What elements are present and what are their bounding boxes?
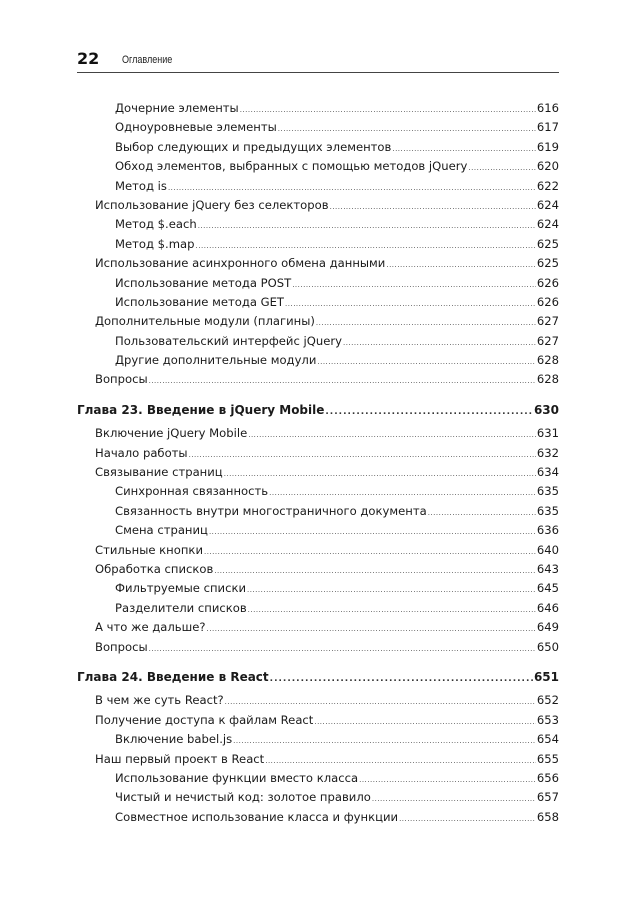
toc-entry-title: Начало работы bbox=[95, 445, 188, 460]
toc-entry-title: Совместное использование класса и функции bbox=[115, 809, 399, 824]
toc-entry-title: Обработка списков bbox=[95, 561, 214, 576]
toc-entry-title: Одноуровневые элементы bbox=[115, 120, 277, 135]
dot-leader bbox=[214, 562, 536, 581]
toc-entry-title: Другие дополнительные модули bbox=[115, 353, 317, 368]
dot-leader bbox=[240, 101, 536, 120]
toc-entry[interactable] bbox=[77, 691, 559, 710]
dot-leader bbox=[285, 295, 536, 314]
dot-leader bbox=[149, 640, 536, 659]
toc-entry-page: 653 bbox=[536, 712, 559, 727]
toc-entry-title: Наш первый проект в React bbox=[95, 751, 265, 766]
toc-entry-title: Пользовательский интерфейс jQuery bbox=[115, 333, 342, 348]
toc-entry-title: Включение babel.js bbox=[115, 732, 233, 747]
toc-entry-title: Метод $.each bbox=[115, 217, 197, 232]
dot-leader bbox=[149, 372, 536, 391]
dot-leader bbox=[359, 771, 536, 790]
toc-entry-page: 640 bbox=[536, 542, 559, 557]
toc-entry-title: Фильтруемые списки bbox=[115, 581, 246, 596]
toc-entry[interactable] bbox=[77, 638, 559, 657]
toc-entry[interactable] bbox=[77, 560, 559, 579]
toc-entry[interactable] bbox=[77, 293, 559, 312]
toc-entry-page: 646 bbox=[536, 600, 559, 615]
toc-entry-title: Смена страниц bbox=[115, 523, 208, 538]
toc-entry[interactable] bbox=[77, 370, 559, 389]
dot-leader bbox=[468, 159, 535, 178]
dot-leader bbox=[330, 198, 536, 217]
toc-entry-page: 625 bbox=[536, 236, 559, 251]
toc-entry[interactable] bbox=[77, 215, 559, 234]
dot-leader bbox=[207, 620, 536, 639]
toc-entry[interactable] bbox=[77, 196, 559, 215]
toc-entry-title: Дополнительные модули (плагины) bbox=[95, 314, 315, 329]
dot-leader bbox=[247, 581, 536, 600]
toc-entry[interactable] bbox=[77, 157, 559, 176]
toc-entry-title: Дочерние элементы bbox=[115, 101, 239, 115]
toc-entry-page: 627 bbox=[536, 314, 559, 329]
page-header bbox=[77, 46, 559, 73]
toc-entry-title: Чистый и нечистый код: золотое правило bbox=[115, 790, 371, 805]
dot-leader bbox=[343, 334, 536, 353]
toc-entry[interactable] bbox=[77, 618, 559, 637]
toc-entry[interactable] bbox=[77, 541, 559, 560]
toc-entry-page: 631 bbox=[536, 426, 559, 441]
toc-entry[interactable] bbox=[77, 463, 559, 482]
toc-entry-page: 624 bbox=[536, 197, 559, 212]
toc-entry-page: 636 bbox=[536, 523, 559, 538]
dot-leader bbox=[233, 732, 536, 751]
toc-entry[interactable] bbox=[77, 769, 559, 788]
toc-entry-title: Разделители списков bbox=[115, 600, 247, 615]
toc-entry-page: 658 bbox=[536, 809, 559, 824]
toc-entry-page: 628 bbox=[536, 372, 559, 387]
dot-leader bbox=[198, 217, 536, 236]
toc-entry[interactable] bbox=[77, 274, 559, 293]
dot-leader bbox=[209, 523, 536, 542]
toc-entry-title: Связывание страниц bbox=[95, 465, 223, 480]
toc-entry[interactable] bbox=[77, 750, 559, 769]
toc-entry-title: Обход элементов, выбранных с помощью методов jQuery bbox=[115, 159, 468, 174]
toc-entry-page: 622 bbox=[536, 178, 559, 193]
toc-entry[interactable] bbox=[77, 579, 559, 598]
dot-leader bbox=[189, 446, 536, 465]
toc-entry-title: Выбор следующих и предыдущих элементов bbox=[115, 139, 392, 154]
toc-entry-page: 654 bbox=[536, 732, 559, 747]
toc-entry-page: 635 bbox=[536, 503, 559, 518]
toc-entry-page: 625 bbox=[536, 256, 559, 271]
toc-entry-page: 620 bbox=[536, 159, 559, 174]
toc-entry[interactable] bbox=[77, 502, 559, 521]
toc-entry[interactable] bbox=[77, 177, 559, 196]
dot-leader bbox=[292, 276, 536, 295]
dot-leader bbox=[270, 670, 533, 689]
toc-entry-page: 628 bbox=[536, 353, 559, 368]
toc-entry-page: 635 bbox=[536, 484, 559, 499]
toc-entry-page: 634 bbox=[536, 465, 559, 480]
toc-entry[interactable] bbox=[77, 332, 559, 351]
toc-entry[interactable] bbox=[77, 711, 559, 730]
toc-entry[interactable] bbox=[77, 99, 559, 118]
toc-entry-title: В чем же суть React? bbox=[95, 693, 224, 708]
toc-entry-page: 630 bbox=[533, 402, 559, 417]
dot-leader bbox=[317, 353, 535, 372]
dot-leader bbox=[248, 601, 536, 620]
toc-entry[interactable] bbox=[77, 599, 559, 618]
toc-entry-title: А что же дальше? bbox=[95, 620, 206, 635]
toc-chapter-entry[interactable] bbox=[77, 668, 559, 687]
toc-entry[interactable] bbox=[77, 482, 559, 501]
page-number: 22 bbox=[77, 49, 100, 68]
dot-leader bbox=[248, 426, 536, 445]
toc-entry-page: 656 bbox=[536, 770, 559, 785]
toc-entry-title: Связанность внутри многостраничного документа bbox=[115, 503, 427, 518]
toc-entry[interactable] bbox=[77, 118, 559, 137]
toc-entry-page: 657 bbox=[536, 790, 559, 805]
dot-leader bbox=[325, 403, 533, 422]
toc-entry-title: Вопросы bbox=[95, 639, 148, 654]
dot-leader bbox=[314, 713, 536, 732]
toc-entry-title: Глава 23. Введение в jQuery Mobile bbox=[77, 402, 325, 417]
dot-leader bbox=[204, 543, 536, 562]
toc-entry-page: 652 bbox=[536, 693, 559, 708]
toc-entry-title: Метод $.map bbox=[115, 236, 195, 251]
toc-entry-page: 632 bbox=[536, 445, 559, 460]
toc-entry-title: Использование метода GET bbox=[115, 294, 285, 309]
toc-entry-page: 619 bbox=[536, 139, 559, 154]
toc-chapter-entry[interactable] bbox=[77, 401, 559, 420]
toc-entry-page: 643 bbox=[536, 561, 559, 576]
toc-entry-page: 626 bbox=[536, 275, 559, 290]
toc-entry[interactable] bbox=[77, 351, 559, 370]
dot-leader bbox=[224, 465, 536, 484]
toc-entry-page: 649 bbox=[536, 620, 559, 635]
toc-entry-title: Синхронная связанность bbox=[115, 484, 269, 499]
toc-entry-page: 617 bbox=[536, 120, 559, 135]
toc-entry[interactable] bbox=[77, 788, 559, 807]
toc-entry[interactable] bbox=[77, 808, 559, 827]
toc-entry[interactable] bbox=[77, 730, 559, 749]
toc-entry-title: Получение доступа к файлам React bbox=[95, 712, 314, 727]
toc-entry-title: Вопросы bbox=[95, 372, 148, 387]
toc-entry-title: Метод is bbox=[115, 178, 167, 193]
dot-leader bbox=[428, 504, 536, 523]
toc-entry-page: 627 bbox=[536, 333, 559, 348]
toc-entry[interactable] bbox=[77, 235, 559, 254]
dot-leader bbox=[386, 256, 536, 275]
toc-entry-title: Использование асинхронного обмена данными bbox=[95, 256, 386, 271]
toc-entry-title: Использование метода POST bbox=[115, 275, 292, 290]
toc-entry[interactable] bbox=[77, 138, 559, 157]
toc-entry-title: Стильные кнопки bbox=[95, 542, 203, 557]
toc-entry-page: 655 bbox=[536, 751, 559, 766]
toc-entry[interactable] bbox=[77, 424, 559, 443]
toc-entry-page: 651 bbox=[533, 669, 559, 684]
running-title: Оглавление bbox=[122, 54, 173, 66]
toc-entry-title: Использование jQuery без селекторов bbox=[95, 197, 329, 212]
toc-entry-page: 626 bbox=[536, 294, 559, 309]
toc-entry-page: 616 bbox=[536, 101, 559, 115]
toc-entry[interactable] bbox=[77, 312, 559, 331]
toc-entry-title: Глава 24. Введение в React bbox=[77, 669, 269, 684]
toc-entry-page: 645 bbox=[536, 581, 559, 596]
toc-entry[interactable] bbox=[77, 521, 559, 540]
dot-leader bbox=[316, 314, 536, 333]
dot-leader bbox=[399, 810, 536, 829]
table-of-contents bbox=[77, 99, 559, 827]
toc-entry-title: Использование функции вместо класса bbox=[115, 770, 359, 785]
toc-entry-page: 650 bbox=[536, 639, 559, 654]
toc-entry-page: 624 bbox=[536, 217, 559, 232]
toc-entry-title: Включение jQuery Mobile bbox=[95, 426, 248, 441]
toc-entry[interactable] bbox=[77, 444, 559, 463]
toc-entry[interactable] bbox=[77, 254, 559, 273]
